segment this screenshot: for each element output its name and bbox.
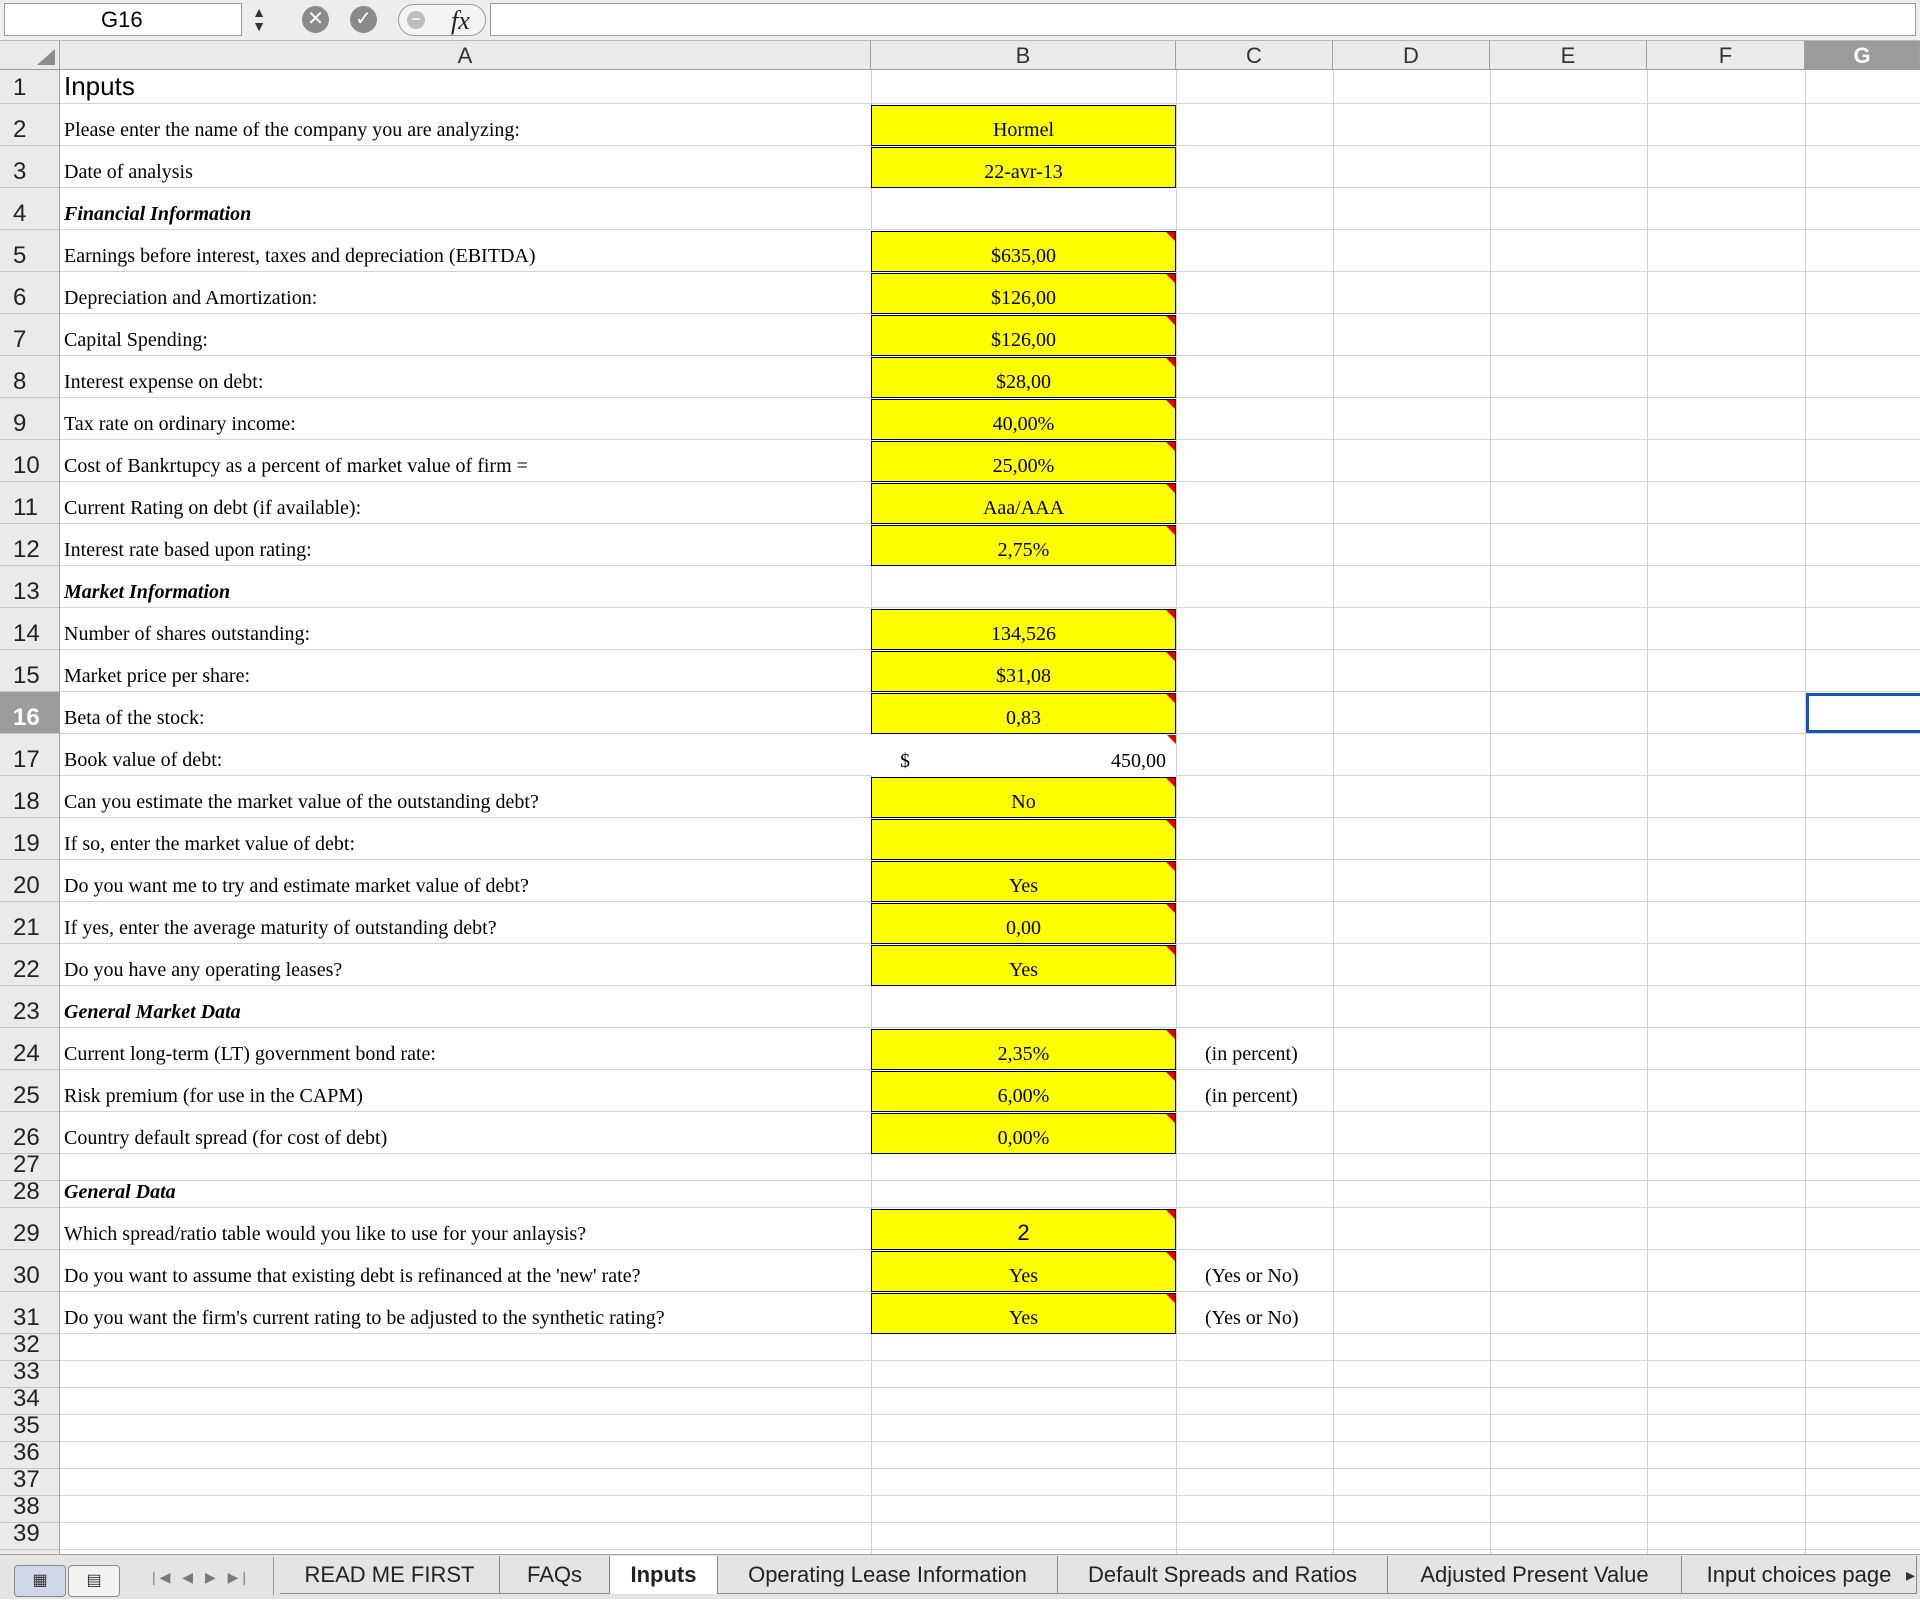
row-header-16[interactable]: 16 bbox=[0, 692, 59, 734]
cell-grid[interactable] bbox=[60, 70, 1920, 1554]
section-header-cell[interactable]: Financial Information bbox=[64, 203, 252, 225]
unit-hint-cell[interactable]: (in percent) bbox=[1205, 1043, 1298, 1065]
column-gridline bbox=[1647, 70, 1648, 1554]
input-cell[interactable] bbox=[871, 231, 1176, 272]
input-value: 2 bbox=[1017, 1220, 1030, 1245]
unit-hint-cell[interactable]: (Yes or No) bbox=[1205, 1307, 1299, 1329]
input-value: 0,00 bbox=[1006, 917, 1041, 939]
input-value: 450,00 bbox=[1111, 750, 1166, 772]
row-header-39[interactable]: 39 bbox=[0, 1523, 59, 1550]
label-cell[interactable]: Country default spread (for cost of debt) bbox=[64, 1127, 388, 1149]
row-header-33[interactable]: 33 bbox=[0, 1361, 59, 1388]
label-cell[interactable]: Beta of the stock: bbox=[64, 707, 205, 729]
label-cell[interactable]: Can you estimate the market value of the outstanding debt? bbox=[64, 791, 539, 813]
column-header-b[interactable]: B bbox=[871, 41, 1176, 69]
comment-marker-icon[interactable] bbox=[1166, 526, 1175, 535]
normal-view-icon[interactable]: ▦ bbox=[14, 1565, 66, 1597]
comment-marker-icon[interactable] bbox=[1166, 820, 1175, 829]
row-header-30[interactable]: 30 bbox=[0, 1250, 59, 1292]
input-value: 0,83 bbox=[1006, 707, 1041, 729]
label-cell[interactable]: Do you want to assume that existing debt is refinanced at the 'new' rate? bbox=[64, 1265, 641, 1287]
comment-marker-icon[interactable] bbox=[1166, 862, 1175, 871]
input-value: Yes bbox=[1008, 875, 1039, 897]
label-cell[interactable]: Do you have any operating leases? bbox=[64, 959, 343, 981]
input-value: 40,00% bbox=[992, 413, 1055, 435]
sheet-tab-inputs[interactable]: Inputs bbox=[610, 1556, 718, 1594]
column-header-e[interactable]: E bbox=[1490, 41, 1647, 69]
section-header-cell[interactable]: General Market Data bbox=[64, 1001, 241, 1023]
comment-marker-icon[interactable] bbox=[1167, 735, 1176, 744]
comment-marker-icon[interactable] bbox=[1166, 1030, 1175, 1039]
label-cell[interactable]: If so, enter the market value of debt: bbox=[64, 833, 355, 855]
label-cell[interactable]: Date of analysis bbox=[64, 161, 193, 183]
row-gridline bbox=[60, 1549, 1920, 1550]
minus-icon: − bbox=[407, 11, 425, 29]
row-header-19[interactable]: 19 bbox=[0, 818, 59, 860]
input-cell[interactable] bbox=[871, 1113, 1176, 1154]
sheet-tab-bar bbox=[0, 1554, 1920, 1599]
column-gridline bbox=[1805, 70, 1806, 1554]
row-header-4[interactable]: 4 bbox=[0, 188, 59, 230]
input-value: $28,00 bbox=[996, 371, 1051, 393]
input-cell[interactable] bbox=[871, 777, 1176, 818]
label-cell[interactable]: Current Rating on debt (if available): bbox=[64, 497, 362, 519]
column-gridline bbox=[1490, 70, 1491, 1554]
input-cell[interactable] bbox=[871, 315, 1176, 356]
row-gridline bbox=[60, 607, 1920, 608]
row-header-14[interactable]: 14 bbox=[0, 608, 59, 650]
comment-marker-icon[interactable] bbox=[1166, 1072, 1175, 1081]
section-header-cell[interactable]: General Data bbox=[64, 1181, 176, 1203]
sheet-navigation-arrows[interactable]: |◀ ◀ ▶ ▶| bbox=[138, 1557, 274, 1595]
row-header-37[interactable]: 37 bbox=[0, 1469, 59, 1496]
column-header-f[interactable]: F bbox=[1647, 41, 1805, 69]
row-header-13[interactable]: 13 bbox=[0, 566, 59, 608]
input-value: Aaa/AAA bbox=[982, 497, 1065, 519]
row-gridline bbox=[60, 1468, 1920, 1469]
label-cell[interactable]: Do you want me to try and estimate market value of debt? bbox=[64, 875, 529, 897]
comment-marker-icon[interactable] bbox=[1166, 694, 1175, 703]
input-value: 22-avr-13 bbox=[984, 161, 1063, 183]
view-buttons bbox=[0, 1557, 134, 1600]
row-header-10[interactable]: 10 bbox=[0, 440, 59, 482]
input-cell[interactable] bbox=[871, 525, 1176, 566]
row-header-26[interactable]: 26 bbox=[0, 1112, 59, 1154]
more-tabs-icon[interactable]: ▸ bbox=[1906, 1565, 1916, 1585]
input-cell[interactable] bbox=[871, 903, 1176, 944]
row-header-7[interactable]: 7 bbox=[0, 314, 59, 356]
input-value: 6,00% bbox=[997, 1085, 1050, 1107]
input-value: 0,00% bbox=[997, 1127, 1050, 1149]
row-header-35[interactable]: 35 bbox=[0, 1415, 59, 1442]
select-all-corner[interactable] bbox=[0, 41, 60, 69]
row-gridline bbox=[60, 1360, 1920, 1361]
selected-cell-g16[interactable] bbox=[1806, 693, 1920, 733]
input-cell[interactable] bbox=[871, 105, 1176, 146]
label-cell[interactable]: Do you want the firm's current rating to be adjusted to the synthetic rating? bbox=[64, 1307, 665, 1329]
column-header-g[interactable]: G bbox=[1805, 41, 1920, 69]
input-value: 2,75% bbox=[997, 539, 1050, 561]
unit-hint-cell[interactable]: (Yes or No) bbox=[1205, 1265, 1299, 1287]
input-value: 2,35% bbox=[997, 1043, 1050, 1065]
row-header-9[interactable]: 9 bbox=[0, 398, 59, 440]
confirm-icon[interactable]: ✓ bbox=[350, 6, 377, 33]
input-cell[interactable] bbox=[871, 1251, 1176, 1292]
currency-symbol: $ bbox=[900, 750, 910, 772]
input-cell[interactable] bbox=[871, 651, 1176, 692]
section-header-cell[interactable]: Market Information bbox=[64, 581, 231, 603]
column-gridline bbox=[1176, 70, 1177, 1554]
comment-marker-icon[interactable] bbox=[1166, 610, 1175, 619]
row-gridline bbox=[60, 1441, 1920, 1442]
row-gridline bbox=[60, 1387, 1920, 1388]
label-cell[interactable]: Tax rate on ordinary income: bbox=[64, 413, 296, 435]
row-header-29[interactable]: 29 bbox=[0, 1208, 59, 1250]
column-header-c[interactable]: C bbox=[1176, 41, 1333, 69]
comment-marker-icon[interactable] bbox=[1166, 400, 1175, 409]
row-header-12[interactable]: 12 bbox=[0, 524, 59, 566]
comment-marker-icon[interactable] bbox=[1166, 1252, 1175, 1261]
comment-marker-icon[interactable] bbox=[1166, 1294, 1175, 1303]
label-cell[interactable]: Interest rate based upon rating: bbox=[64, 539, 312, 561]
row-header-2[interactable]: 2 bbox=[0, 104, 59, 146]
input-value: 134,526 bbox=[991, 623, 1056, 645]
column-header-a[interactable]: A bbox=[60, 41, 871, 69]
row-header-21[interactable]: 21 bbox=[0, 902, 59, 944]
row-header-28[interactable]: 28 bbox=[0, 1181, 59, 1208]
comment-marker-icon[interactable] bbox=[1166, 358, 1175, 367]
row-header-18[interactable]: 18 bbox=[0, 776, 59, 818]
comment-marker-icon[interactable] bbox=[1166, 1114, 1175, 1123]
input-value: Yes bbox=[1008, 959, 1039, 981]
row-header-5[interactable]: 5 bbox=[0, 230, 59, 272]
comment-marker-icon[interactable] bbox=[1166, 484, 1175, 493]
label-cell[interactable]: Cost of Bankrtupcy as a percent of market value of firm = bbox=[64, 455, 528, 477]
input-cell[interactable] bbox=[871, 147, 1176, 188]
row-header-38[interactable]: 38 bbox=[0, 1496, 59, 1523]
comment-marker-icon[interactable] bbox=[1166, 232, 1175, 241]
input-cell[interactable] bbox=[871, 1029, 1176, 1070]
input-cell[interactable] bbox=[871, 483, 1176, 524]
comment-marker-icon[interactable] bbox=[1166, 1210, 1175, 1219]
input-cell[interactable] bbox=[871, 819, 1176, 860]
comment-marker-icon[interactable] bbox=[1166, 274, 1175, 283]
row-header-6[interactable]: 6 bbox=[0, 272, 59, 314]
label-cell[interactable]: Earnings before interest, taxes and depreciation (EBITDA) bbox=[64, 245, 536, 267]
input-value: $126,00 bbox=[991, 329, 1056, 351]
input-cell[interactable] bbox=[871, 399, 1176, 440]
function-button[interactable] bbox=[398, 4, 486, 36]
input-cell[interactable] bbox=[871, 1071, 1176, 1112]
row-header-15[interactable]: 15 bbox=[0, 650, 59, 692]
fx-icon: fx bbox=[451, 6, 470, 35]
row-header-column bbox=[0, 70, 60, 1554]
input-cell[interactable] bbox=[871, 1293, 1176, 1334]
input-cell[interactable] bbox=[871, 273, 1176, 314]
row-header-32[interactable]: 32 bbox=[0, 1334, 59, 1361]
row-header-3[interactable]: 3 bbox=[0, 146, 59, 188]
comment-marker-icon[interactable] bbox=[1166, 778, 1175, 787]
sheet-tab-adjusted-present-value[interactable]: Adjusted Present Value bbox=[1388, 1556, 1682, 1594]
row-header-34[interactable]: 34 bbox=[0, 1388, 59, 1415]
comment-marker-icon[interactable] bbox=[1166, 946, 1175, 955]
label-cell[interactable]: Book value of debt: bbox=[64, 749, 223, 771]
cancel-icon[interactable]: ✕ bbox=[302, 6, 329, 33]
column-gridline bbox=[1333, 70, 1334, 1554]
name-box[interactable]: G16 bbox=[4, 3, 242, 36]
input-cell[interactable] bbox=[871, 1209, 1176, 1250]
row-header-17[interactable]: 17 bbox=[0, 734, 59, 776]
label-cell[interactable]: Which spread/ratio table would you like to use for your anlaysis? bbox=[64, 1223, 587, 1245]
row-header-31[interactable]: 31 bbox=[0, 1292, 59, 1334]
sheet-title-cell[interactable]: Inputs bbox=[64, 71, 135, 101]
input-value: Hormel bbox=[992, 119, 1055, 141]
input-value: $31,08 bbox=[996, 665, 1051, 687]
row-header-11[interactable]: 11 bbox=[0, 482, 59, 524]
formula-bar bbox=[0, 0, 1920, 41]
input-value: Yes bbox=[1008, 1265, 1039, 1287]
sheet-tab-operating-lease-information[interactable]: Operating Lease Information bbox=[718, 1556, 1058, 1594]
label-cell[interactable]: Risk premium (for use in the CAPM) bbox=[64, 1085, 363, 1107]
label-cell[interactable]: Capital Spending: bbox=[64, 329, 208, 351]
row-header-24[interactable]: 24 bbox=[0, 1028, 59, 1070]
label-cell[interactable]: Interest expense on debt: bbox=[64, 371, 264, 393]
unit-hint-cell[interactable]: (in percent) bbox=[1205, 1085, 1298, 1107]
page-layout-view-icon[interactable]: ▤ bbox=[68, 1565, 120, 1597]
row-gridline bbox=[60, 1414, 1920, 1415]
row-gridline bbox=[60, 1495, 1920, 1496]
row-header-25[interactable]: 25 bbox=[0, 1070, 59, 1112]
label-cell[interactable]: Number of shares outstanding: bbox=[64, 623, 311, 645]
row-header-22[interactable]: 22 bbox=[0, 944, 59, 986]
input-value: No bbox=[1011, 791, 1036, 813]
input-cell[interactable] bbox=[871, 357, 1176, 398]
row-header-23[interactable]: 23 bbox=[0, 986, 59, 1028]
row-gridline bbox=[60, 1180, 1920, 1181]
input-value: Yes bbox=[1008, 1307, 1039, 1329]
row-header-36[interactable]: 36 bbox=[0, 1442, 59, 1469]
row-header-27[interactable]: 27 bbox=[0, 1154, 59, 1181]
row-gridline bbox=[60, 1522, 1920, 1523]
label-cell[interactable]: Market price per share: bbox=[64, 665, 251, 687]
comment-marker-icon[interactable] bbox=[1166, 316, 1175, 325]
comment-marker-icon[interactable] bbox=[1166, 652, 1175, 661]
input-cell[interactable] bbox=[871, 945, 1176, 986]
input-cell[interactable] bbox=[871, 861, 1176, 902]
input-cell[interactable] bbox=[871, 735, 1176, 776]
row-header-1[interactable]: 1 bbox=[0, 70, 59, 104]
column-header-row bbox=[0, 41, 1920, 70]
comment-marker-icon[interactable] bbox=[1166, 442, 1175, 451]
comment-marker-icon[interactable] bbox=[1166, 904, 1175, 913]
sheet-tab-faqs[interactable]: FAQs bbox=[500, 1556, 610, 1594]
input-value: 25,00% bbox=[992, 455, 1055, 477]
input-cell[interactable] bbox=[871, 693, 1176, 734]
row-header-8[interactable]: 8 bbox=[0, 356, 59, 398]
input-value: $126,00 bbox=[991, 287, 1056, 309]
formula-input[interactable] bbox=[490, 3, 1916, 36]
sheet-tab-input-choices-page[interactable]: Input choices page bbox=[1682, 1556, 1917, 1594]
name-box-stepper-icon[interactable]: ▲ ▼ bbox=[252, 4, 266, 34]
input-value: $635,00 bbox=[991, 245, 1056, 267]
label-cell[interactable]: If yes, enter the average maturity of outstanding debt? bbox=[64, 917, 497, 939]
label-cell[interactable]: Current long-term (LT) government bond rate: bbox=[64, 1043, 436, 1065]
label-cell[interactable]: Depreciation and Amortization: bbox=[64, 287, 318, 309]
sheet-tab-read-me-first[interactable]: READ ME FIRST bbox=[280, 1556, 500, 1594]
input-cell[interactable] bbox=[871, 441, 1176, 482]
input-cell[interactable] bbox=[871, 609, 1176, 650]
row-header-20[interactable]: 20 bbox=[0, 860, 59, 902]
label-cell[interactable]: Please enter the name of the company you are analyzing: bbox=[64, 119, 520, 141]
sheet-tab-default-spreads-and-ratios[interactable]: Default Spreads and Ratios bbox=[1058, 1556, 1388, 1594]
column-header-d[interactable]: D bbox=[1333, 41, 1490, 69]
